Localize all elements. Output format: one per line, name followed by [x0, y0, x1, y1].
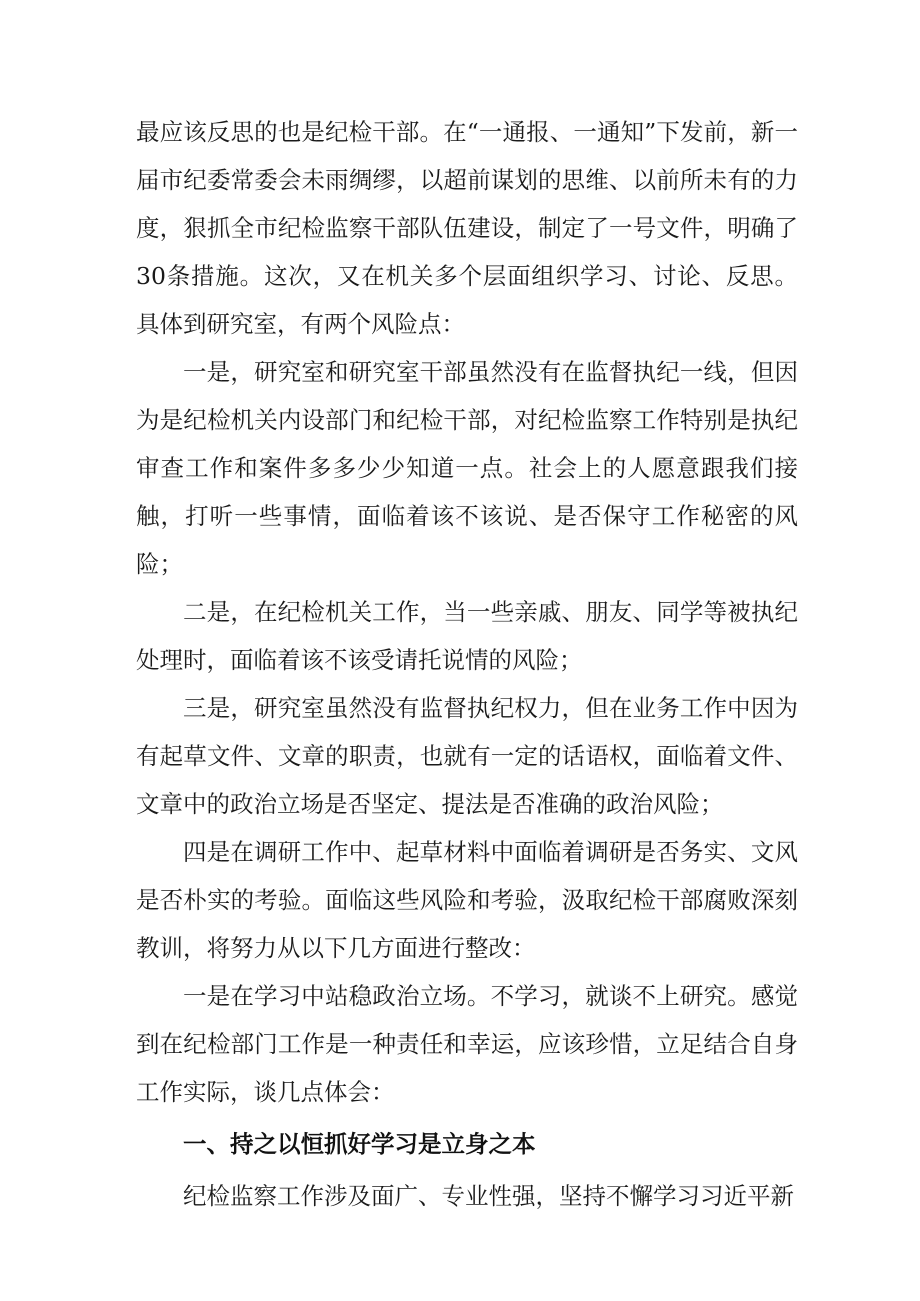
paragraph-risk-four: 四是在调研工作中、起草材料中面临着调研是否务实、文风是否朴实的考验。面临这些风险和考验，汲取纪检干部腐败深刻教训，将努力从以下几方面进行整改：	[136, 838, 798, 962]
paragraph-risk-three: 三是，研究室虽然没有监督执纪权力，但在业务工作中因为有起草文件、文章的职责，也就有一定的话语权，面临着文件、文章中的政治立场是否坚定、提法是否准确的政治风险；	[136, 694, 798, 818]
paragraph-risk-two: 二是，在纪检机关工作，当一些亲戚、朋友、同学等被执纪处理时，面临着该不该受请托说情的风险；	[136, 598, 798, 674]
paragraph-study: 一是在学习中站稳政治立场。不学习，就谈不上研究。感觉到在纪检部门工作是一种责任和幸运，应该珍惜，立足结合自身工作实际，谈几点体会：	[136, 982, 798, 1106]
paragraph-reflection: 最应该反思的也是纪检干部。在“一通报、一通知”下发前，新一届市纪委常委会未雨绸缪，以超前谋划的思维、以前所未有的力度，狠抓全市纪检监察干部队伍建设，制定了一号文件，明确了30条措施。这次，又在机关多个层面组织学习、讨论、反思。具体到研究室，有两个风险点：	[136, 118, 798, 338]
paragraph-risk-one: 一是，研究室和研究室干部虽然没有在监督执纪一线，但因为是纪检机关内设部门和纪检干部，对纪检监察工作特别是执纪审查工作和案件多多少少知道一点。社会上的人愿意跟我们接触，打听一些事情，面临着该不该说、是否保守工作秘密的风险；	[136, 358, 798, 578]
document-body	[136, 108, 798, 1220]
paragraph-continuation: 纪检监察工作涉及面广、专业性强，坚持不懈学习习近平新	[183, 1182, 794, 1210]
section-heading: 一、持之以恒抓好学习是立身之本	[183, 1130, 536, 1158]
